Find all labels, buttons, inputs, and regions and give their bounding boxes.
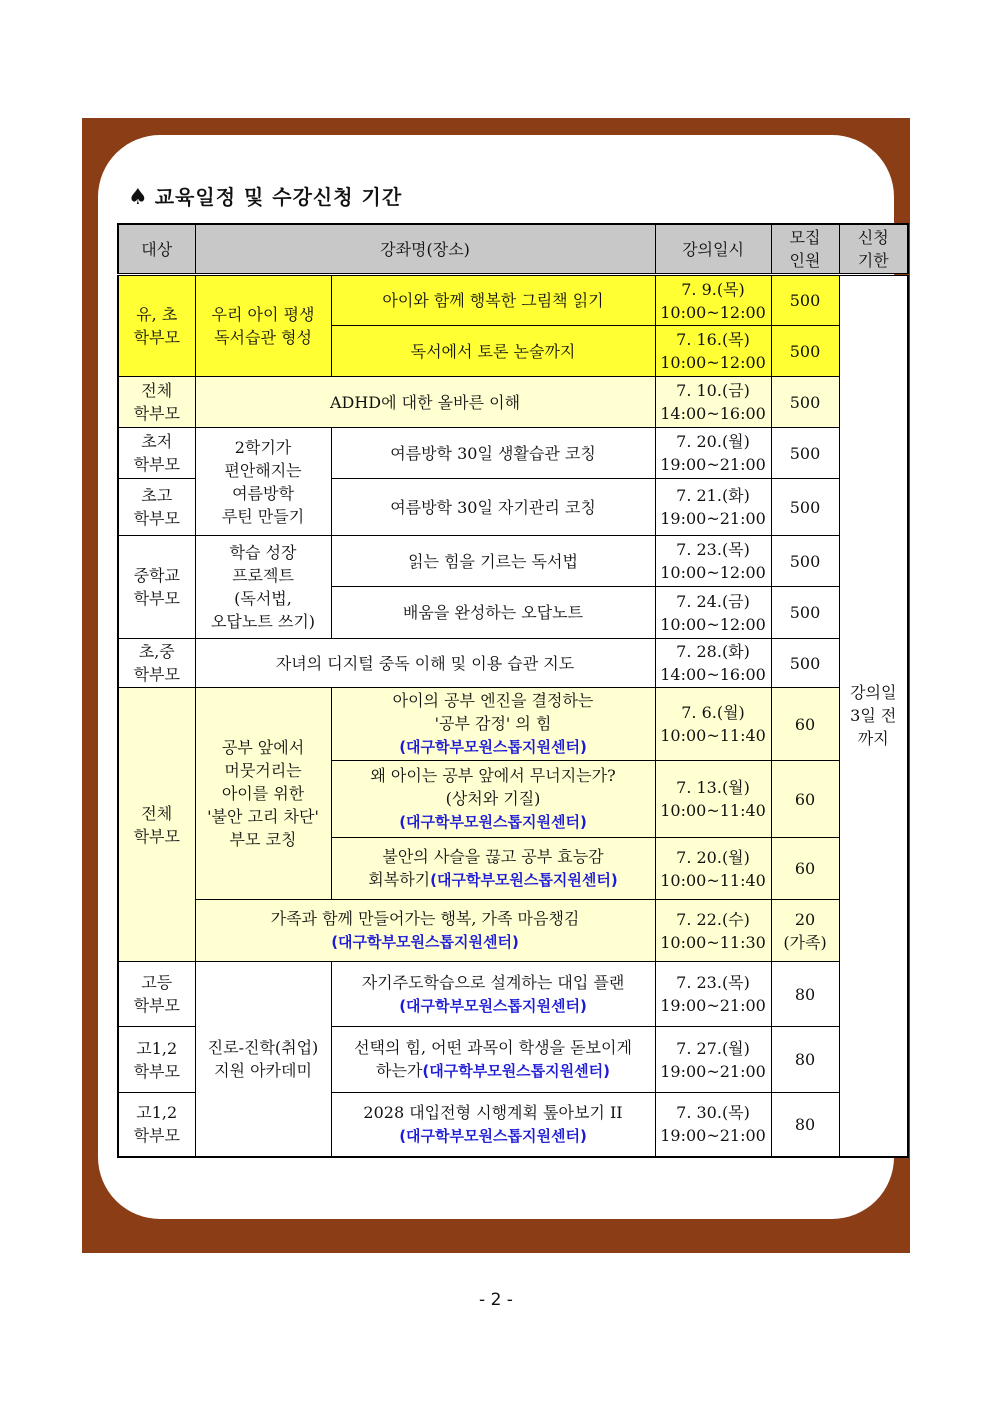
target-cell: 초,중 학부모 — [118, 639, 195, 688]
header-target: 대상 — [118, 224, 195, 275]
target-cell: 전체 학부모 — [118, 688, 195, 962]
course-cell: 여름방학 30일 자기관리 코칭 — [331, 479, 655, 536]
table-row — [118, 639, 908, 688]
schedule-table — [117, 223, 909, 1158]
course-cell: 읽는 힘을 기르는 독서법 — [331, 536, 655, 587]
capacity-cell: 60 — [771, 688, 839, 761]
datetime-cell: 7. 23.(목) 19:00~21:00 — [655, 962, 771, 1027]
datetime-cell: 7. 6.(월) 10:00~11:40 — [655, 688, 771, 761]
course-cell: 아이와 함께 행복한 그림책 읽기 — [331, 275, 655, 326]
center-name: (대구학부모원스톱지원센터) — [331, 933, 519, 951]
capacity-cell: 500 — [771, 587, 839, 639]
section-title — [128, 181, 402, 210]
datetime-cell: 7. 23.(목) 10:00~12:00 — [655, 536, 771, 587]
spade-icon: ♠ — [128, 185, 149, 210]
datetime-cell: 7. 27.(월) 19:00~21:00 — [655, 1027, 771, 1093]
content-panel — [98, 135, 897, 1219]
table-row — [118, 428, 908, 479]
course-cell: ADHD에 대한 올바른 이해 — [195, 377, 655, 428]
capacity-cell: 60 — [771, 761, 839, 838]
datetime-cell: 7. 28.(화) 14:00~16:00 — [655, 639, 771, 688]
capacity-cell: 60 — [771, 838, 839, 900]
course-cell: 배움을 완성하는 오답노트 — [331, 587, 655, 639]
group-cell: 공부 앞에서 머뭇거리는 아이를 위한 '불안 고리 차단' 부모 코칭 — [195, 688, 331, 900]
datetime-cell: 7. 30.(목) 19:00~21:00 — [655, 1093, 771, 1157]
page-number: - 2 - — [479, 1290, 513, 1310]
table-row — [118, 688, 908, 761]
datetime-cell: 7. 22.(수) 10:00~11:30 — [655, 900, 771, 962]
center-name: (대구학부모원스톱지원센터) — [399, 996, 587, 1015]
course-cell — [331, 962, 655, 1027]
table-row — [118, 536, 908, 587]
course-cell — [331, 688, 655, 761]
datetime-cell: 7. 9.(목) 10:00~12:00 — [655, 275, 771, 326]
course-cell: 자녀의 디지털 중독 이해 및 이용 습관 지도 — [195, 639, 655, 688]
target-cell: 유, 초 학부모 — [118, 275, 195, 377]
header-datetime: 강의일시 — [655, 224, 771, 275]
target-cell: 고등 학부모 — [118, 962, 195, 1027]
target-cell: 초고 학부모 — [118, 479, 195, 536]
center-name: (대구학부모원스톱지원센터) — [399, 813, 587, 831]
datetime-cell: 7. 10.(금) 14:00~16:00 — [655, 377, 771, 428]
datetime-cell: 7. 24.(금) 10:00~12:00 — [655, 587, 771, 639]
course-title: 가족과 함께 만들어가는 행복, 가족 마음챙김 — [270, 909, 580, 928]
header-capacity: 모집 인원 — [771, 224, 839, 275]
capacity-cell: 500 — [771, 479, 839, 536]
group-cell: 학습 성장 프로젝트 (독서법, 오답노트 쓰기) — [195, 536, 331, 639]
center-name: (대구학부모원스톱지원센터) — [399, 1126, 587, 1145]
center-name: (대구학부모원스톱지원센터) — [430, 871, 618, 889]
header-deadline: 신청 기한 — [839, 224, 908, 275]
course-title: 왜 아이는 공부 앞에서 무너지는가? (상처와 기질) — [370, 766, 616, 808]
course-cell — [331, 761, 655, 838]
table-row — [118, 900, 908, 962]
course-title: 아이의 공부 엔진을 결정하는 '공부 감정' 의 힘 — [392, 691, 594, 733]
course-title: 2028 대입전형 시행계획 톺아보기 II — [363, 1102, 623, 1122]
course-title: 불안의 사슬을 끊고 공부 효능감 회복하기 — [368, 847, 604, 889]
table-row — [118, 377, 908, 428]
table-row — [118, 962, 908, 1027]
center-name: (대구학부모원스톱지원센터) — [399, 738, 587, 756]
course-cell: 여름방학 30일 생활습관 코칭 — [331, 428, 655, 479]
group-cell: 2학기가 편안해지는 여름방학 루틴 만들기 — [195, 428, 331, 536]
group-cell: 진로-진학(취업) 지원 아카데미 — [195, 962, 331, 1157]
datetime-cell: 7. 21.(화) 19:00~21:00 — [655, 479, 771, 536]
group-cell: 우리 아이 평생 독서습관 형성 — [195, 275, 331, 377]
capacity-cell: 500 — [771, 639, 839, 688]
header-course: 강좌명(장소) — [195, 224, 655, 275]
capacity-cell: 80 — [771, 1027, 839, 1093]
datetime-cell: 7. 13.(월) 10:00~11:40 — [655, 761, 771, 838]
course-cell — [331, 838, 655, 900]
center-name: (대구학부모원스톱지원센터) — [422, 1062, 610, 1080]
section-title-text: 교육일정 및 수강신청 기간 — [154, 185, 403, 209]
target-cell: 초저 학부모 — [118, 428, 195, 479]
deadline-cell: 강의일 3일 전 까지 — [839, 275, 908, 1157]
datetime-cell: 7. 20.(월) 10:00~11:40 — [655, 838, 771, 900]
target-cell: 중학교 학부모 — [118, 536, 195, 639]
capacity-cell: 20 (가족) — [771, 900, 839, 962]
course-cell: 독서에서 토론 논술까지 — [331, 326, 655, 377]
capacity-cell: 500 — [771, 536, 839, 587]
capacity-cell: 500 — [771, 326, 839, 377]
capacity-cell: 500 — [771, 428, 839, 479]
course-cell — [331, 1093, 655, 1157]
capacity-cell: 80 — [771, 962, 839, 1027]
course-title: 자기주도학습으로 설계하는 대입 플랜 — [361, 972, 625, 992]
target-cell: 고1,2 학부모 — [118, 1093, 195, 1157]
capacity-cell: 500 — [771, 377, 839, 428]
capacity-cell: 500 — [771, 275, 839, 326]
table-row — [118, 275, 908, 326]
datetime-cell: 7. 16.(목) 10:00~12:00 — [655, 326, 771, 377]
datetime-cell: 7. 20.(월) 19:00~21:00 — [655, 428, 771, 479]
course-title: 선택의 힘, 어떤 과목이 학생을 돋보이게 하는가 — [354, 1038, 632, 1080]
table-header-row — [118, 224, 908, 275]
capacity-cell: 80 — [771, 1093, 839, 1157]
page-frame — [82, 118, 910, 1253]
course-cell — [195, 900, 655, 962]
target-cell: 전체 학부모 — [118, 377, 195, 428]
target-cell: 고1,2 학부모 — [118, 1027, 195, 1093]
course-cell — [331, 1027, 655, 1093]
